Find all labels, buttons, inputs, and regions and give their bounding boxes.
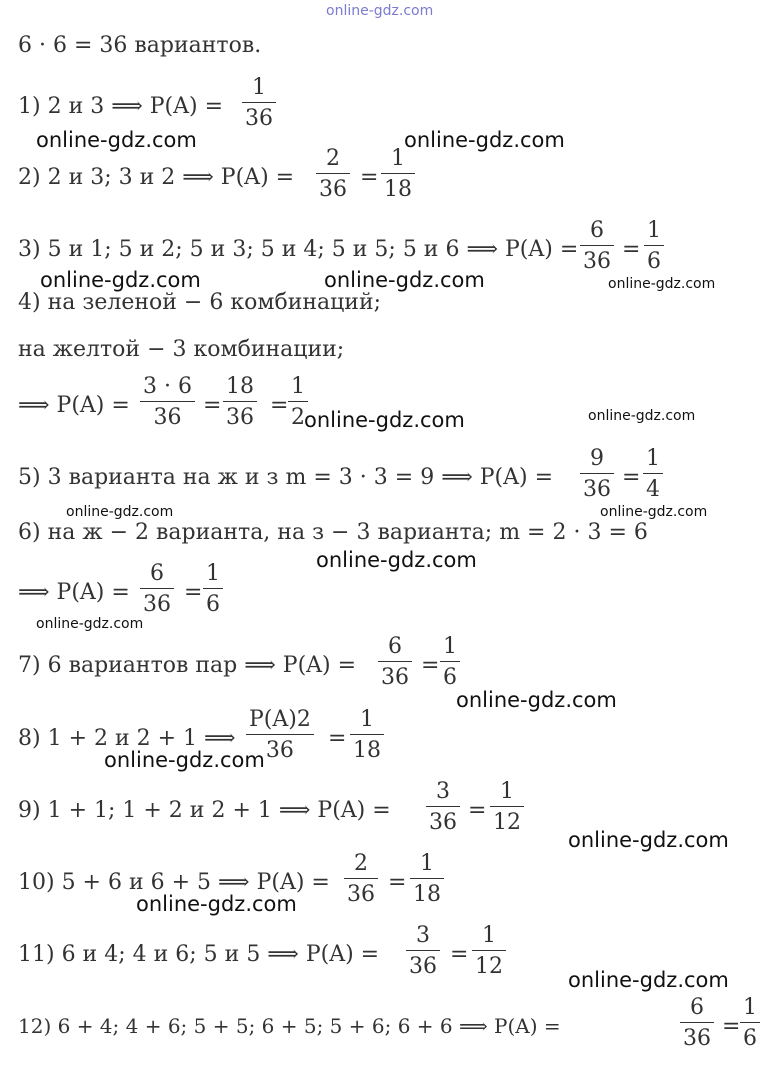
numerator: 1 bbox=[288, 376, 308, 402]
line-4c: ⟹ P(A) = bbox=[18, 393, 130, 418]
equals-sign: = bbox=[722, 1014, 741, 1039]
line-10: 10) 5 + 6 и 6 + 5 ⟹ P(A) = bbox=[18, 870, 330, 895]
equals-sign: = bbox=[388, 870, 407, 895]
denominator: 36 bbox=[226, 405, 254, 430]
fraction-4a bbox=[140, 376, 195, 429]
equals-sign: = bbox=[184, 580, 203, 605]
denominator: 36 bbox=[583, 249, 611, 274]
fraction-11b bbox=[472, 925, 506, 978]
denominator: 36 bbox=[381, 665, 409, 690]
numerator: 3 bbox=[426, 781, 460, 807]
denominator: 36 bbox=[683, 1026, 711, 1051]
denominator: 6 bbox=[206, 592, 220, 617]
fraction-10b bbox=[410, 853, 444, 906]
fraction-2b bbox=[381, 148, 415, 201]
fraction-9b bbox=[490, 781, 524, 834]
numerator: 1 bbox=[643, 448, 663, 474]
denominator: 6 bbox=[443, 665, 457, 690]
fraction-11a bbox=[406, 925, 440, 978]
denominator: 36 bbox=[143, 592, 171, 617]
denominator: 18 bbox=[384, 177, 412, 202]
numerator: 1 bbox=[740, 997, 760, 1023]
numerator: 2 bbox=[316, 148, 350, 174]
watermark: online-gdz.com bbox=[608, 276, 716, 292]
equals-sign: = bbox=[360, 165, 379, 190]
watermark: online-gdz.com bbox=[104, 748, 265, 772]
numerator: 3 · 6 bbox=[140, 376, 195, 402]
numerator: 6 bbox=[680, 997, 714, 1023]
numerator: 1 bbox=[410, 853, 444, 879]
fraction-2a bbox=[316, 148, 350, 201]
numerator: 1 bbox=[242, 77, 276, 103]
numerator: 1 bbox=[203, 563, 223, 589]
fraction-5a bbox=[580, 448, 614, 501]
watermark: online-gdz.com bbox=[304, 408, 465, 432]
numerator: 1 bbox=[490, 781, 524, 807]
denominator: 6 bbox=[647, 249, 661, 274]
line-12: 12) 6 + 4; 4 + 6; 5 + 5; 6 + 5; 5 + 6; 6 + 6 ⟹ P(A) = bbox=[18, 1014, 561, 1038]
line-1: 1) 2 и 3 ⟹ P(A) = bbox=[18, 94, 224, 119]
denominator: 36 bbox=[347, 882, 375, 907]
watermark: online-gdz.com bbox=[568, 968, 729, 992]
denominator: 36 bbox=[429, 810, 457, 835]
line-5: 5) 3 варианта на ж и з m = 3 · 3 = 9 ⟹ P(A) = bbox=[18, 465, 554, 490]
denominator: 18 bbox=[413, 882, 441, 907]
denominator: 36 bbox=[245, 106, 273, 131]
fraction-6b bbox=[203, 563, 223, 616]
equals-sign: = bbox=[468, 798, 487, 823]
line-6: 6) на ж − 2 варианта, на з − 3 варианта; m = 2 · 3 = 6 bbox=[18, 520, 648, 545]
equals-sign: = bbox=[270, 393, 289, 418]
line-9: 9) 1 + 1; 1 + 2 и 2 + 1 ⟹ P(A) = bbox=[18, 798, 391, 823]
equals-sign: = bbox=[328, 726, 347, 751]
fraction-12a bbox=[680, 997, 714, 1050]
denominator: 2 bbox=[291, 405, 305, 430]
watermark: online-gdz.com bbox=[136, 892, 297, 916]
denominator: 36 bbox=[319, 177, 347, 202]
equals-sign: = bbox=[622, 465, 641, 490]
numerator: 1 bbox=[644, 220, 664, 246]
numerator: P(A)2 bbox=[246, 709, 314, 735]
fraction-7b bbox=[440, 636, 460, 689]
denominator: 36 bbox=[583, 477, 611, 502]
line-2: 2) 2 и 3; 3 и 2 ⟹ P(A) = bbox=[18, 165, 295, 190]
fraction-5b bbox=[643, 448, 663, 501]
watermark: online-gdz.com bbox=[324, 268, 485, 292]
fraction-9a bbox=[426, 781, 460, 834]
equals-sign: = bbox=[450, 942, 469, 967]
denominator: 12 bbox=[475, 954, 503, 979]
denominator: 36 bbox=[153, 405, 182, 430]
numerator: 6 bbox=[378, 636, 412, 662]
numerator: 18 bbox=[223, 376, 257, 402]
fraction-8b bbox=[350, 709, 384, 762]
line-3: 3) 5 и 1; 5 и 2; 5 и 3; 5 и 4; 5 и 5; 5 и 6 ⟹ P(A) = bbox=[18, 237, 579, 262]
fraction-6a bbox=[140, 563, 174, 616]
watermark: online-gdz.com bbox=[36, 616, 144, 632]
watermark: online-gdz.com bbox=[568, 828, 729, 852]
line-4b: на желтой − 3 комбинации; bbox=[18, 337, 345, 362]
watermark: online-gdz.com bbox=[600, 504, 708, 520]
watermark: online-gdz.com bbox=[588, 408, 696, 424]
numerator: 1 bbox=[472, 925, 506, 951]
fraction-4b bbox=[223, 376, 257, 429]
numerator: 2 bbox=[344, 853, 378, 879]
watermark: online-gdz.com bbox=[316, 548, 477, 572]
equals-sign: = bbox=[622, 237, 641, 262]
watermark: online-gdz.com bbox=[456, 688, 617, 712]
line-8: 8) 1 + 2 и 2 + 1 ⟹ bbox=[18, 726, 236, 751]
watermark: online-gdz.com bbox=[66, 504, 174, 520]
fraction-3a bbox=[580, 220, 614, 273]
watermark: online-gdz.com bbox=[404, 128, 565, 152]
numerator: 3 bbox=[406, 925, 440, 951]
numerator: 6 bbox=[580, 220, 614, 246]
numerator: 1 bbox=[350, 709, 384, 735]
denominator: 6 bbox=[743, 1026, 757, 1051]
line-total-variants: 6 · 6 = 36 вариантов. bbox=[18, 33, 262, 58]
equals-sign: = bbox=[203, 393, 222, 418]
line-4: 4) на зеленой − 6 комбинаций; bbox=[18, 290, 382, 315]
equals-sign: = bbox=[421, 653, 440, 678]
header-watermark: online-gdz.com bbox=[326, 3, 434, 19]
fraction-10a bbox=[344, 853, 378, 906]
line-6b: ⟹ P(A) = bbox=[18, 580, 130, 605]
numerator: 6 bbox=[140, 563, 174, 589]
numerator: 1 bbox=[440, 636, 460, 662]
denominator: 12 bbox=[493, 810, 521, 835]
fraction-7a bbox=[378, 636, 412, 689]
watermark: online-gdz.com bbox=[40, 268, 201, 292]
denominator: 18 bbox=[353, 738, 381, 763]
denominator: 4 bbox=[646, 477, 660, 502]
numerator: 1 bbox=[381, 148, 415, 174]
fraction-12b bbox=[740, 997, 760, 1050]
fraction-3b bbox=[644, 220, 664, 273]
denominator: 36 bbox=[409, 954, 437, 979]
numerator: 9 bbox=[580, 448, 614, 474]
denominator: 36 bbox=[265, 738, 294, 763]
line-7: 7) 6 вариантов пар ⟹ P(A) = bbox=[18, 653, 357, 678]
watermark: online-gdz.com bbox=[36, 128, 197, 152]
fraction-1 bbox=[242, 77, 276, 130]
line-11: 11) 6 и 4; 4 и 6; 5 и 5 ⟹ P(A) = bbox=[18, 942, 380, 967]
